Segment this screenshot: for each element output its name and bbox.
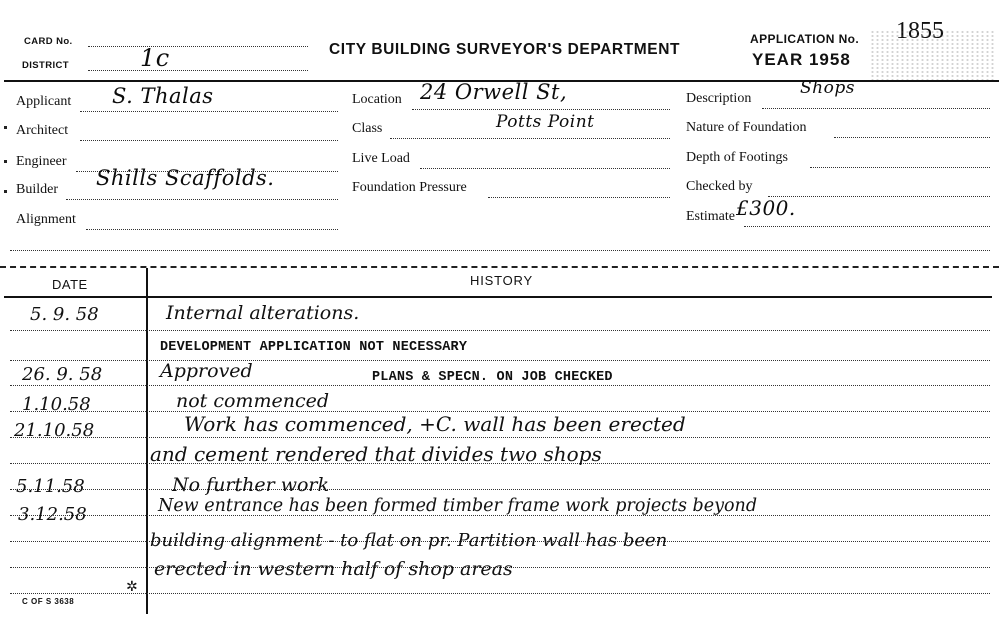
district-label: DISTRICT xyxy=(22,60,70,71)
applicant-value: S. Thalas xyxy=(112,84,214,108)
form-code: C OF S 3638 xyxy=(22,597,75,606)
scan-mark xyxy=(4,126,7,129)
live-load-label: Live Load xyxy=(352,151,410,166)
description-value: Shops xyxy=(800,78,855,98)
history-date: 21.10.58 xyxy=(14,420,95,441)
estimate-value: £300. xyxy=(736,196,796,220)
history-date: 5.11.58 xyxy=(16,476,85,497)
depth-of-footings-label: Depth of Footings xyxy=(686,150,788,165)
alignment-label: Alignment xyxy=(16,212,76,227)
application-number: 1855 xyxy=(896,18,944,44)
district-line xyxy=(88,70,308,71)
estimate-label: Estimate xyxy=(686,209,735,224)
history-stamp-development: DEVELOPMENT APPLICATION NOT NECESSARY xyxy=(160,340,468,355)
district-value: 1c xyxy=(140,44,170,72)
date-column-header: DATE xyxy=(52,277,88,292)
history-stamp-plans: PLANS & SPECN. ON JOB CHECKED xyxy=(372,370,613,385)
year-label: YEAR 1958 xyxy=(752,50,851,69)
history-header-rule xyxy=(4,296,992,298)
history-date: 5. 9. 58 xyxy=(30,304,99,325)
scan-mark: ✲ xyxy=(126,578,138,594)
nature-of-foundation-label: Nature of Foundation xyxy=(686,120,807,135)
card-no-label: CARD No. xyxy=(24,36,73,47)
description-label: Description xyxy=(686,91,752,106)
card-no-line xyxy=(88,46,308,47)
builder-label: Builder xyxy=(16,182,58,197)
history-entry: erected in western half of shop areas xyxy=(154,558,513,580)
applicant-label: Applicant xyxy=(16,94,72,109)
location-value: 24 Orwell St, xyxy=(420,80,568,104)
history-entry: Work has commenced, +C. wall has been erected xyxy=(184,412,686,436)
checked-by-label: Checked by xyxy=(686,179,753,194)
history-entry: No further work xyxy=(172,474,329,496)
history-date: 1.10.58 xyxy=(22,394,91,415)
class-label: Class xyxy=(352,121,383,136)
location-label: Location xyxy=(352,92,402,107)
history-entry: and cement rendered that divides two shops xyxy=(150,442,602,466)
history-entry: not commenced xyxy=(176,390,329,412)
engineer-label: Engineer xyxy=(16,154,67,169)
history-top-rule xyxy=(0,266,999,268)
builder-value: Shills Scaffolds. xyxy=(96,166,275,190)
history-date: 3.12.58 xyxy=(18,504,87,525)
history-column-header: HISTORY xyxy=(470,273,533,288)
field-block-bottom-line xyxy=(10,250,990,251)
foundation-pressure-label: Foundation Pressure xyxy=(352,180,467,195)
scan-mark xyxy=(4,190,7,193)
history-entry: New entrance has been formed timber frame work projects beyond xyxy=(158,496,758,516)
application-label: APPLICATION No. xyxy=(750,32,860,46)
history-entry: Approved xyxy=(160,360,253,382)
history-entry: Internal alterations. xyxy=(166,302,360,324)
architect-label: Architect xyxy=(16,123,69,138)
page-title: CITY BUILDING SURVEYOR'S DEPARTMENT xyxy=(329,41,681,58)
history-date: 26. 9. 58 xyxy=(22,364,103,385)
class-value: Potts Point xyxy=(496,112,595,132)
history-entry: building alignment - to flat on pr. Partition wall has been xyxy=(150,530,668,551)
scan-mark xyxy=(4,160,7,163)
stamp-noise xyxy=(870,30,995,80)
date-column-divider xyxy=(146,268,148,614)
